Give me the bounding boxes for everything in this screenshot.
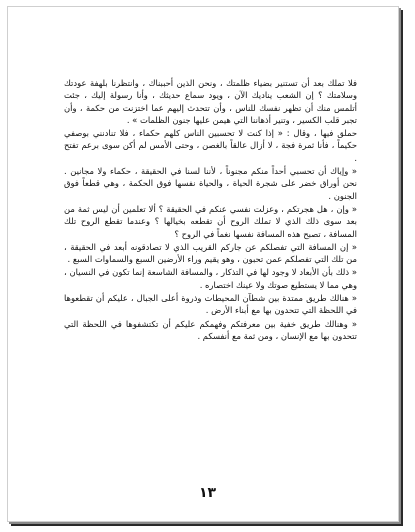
paragraph: « ذلك بأن الأبعاد لا وجود لها في التذكار ، والمسافة الشاسعة إنما تكون في النسيان ، وهي مما لا يستطيع صوتك ولا عينك اختصاره .	[64, 267, 357, 290]
body-text	[64, 77, 357, 343]
paragraph: فلا تملك بعد أن تستنير بضياء ظلمتك ، ونحن الذين أحببناك ، وانتظرنا بلهفة عودتك وسلامتك ؟ إن الشعب يناديك الآن ، ويود سماع حديثك ، وأنا رسولة إليك ، جئت أتلمس منك أن تظهر نفسك للناس ، وأن تتحدث إليهم عما اختزنت من حكمة ، وأن تجبر قلب الكسير ، وتنير أذهاننا التي هيمن عليها جنون الظلمات » .	[64, 78, 357, 125]
paragraph: « إن المسافة التي تفصلكم عن جاركم القريب الذي لا تصادقونه أبعد في الحقيقة ، من تلك التي تفصلكم عمن تحبون ، وهو يقيم وراء الأرضين السبع والسماوات السبع .	[64, 241, 357, 265]
paragraph: حملق فيها ، وقال : « إذا كنت لا تحسبين الناس كلهم حكماء ، فلا تنادنني بوصفي حكيماً ، فأنا ثمرة فجة ، لا أزال عالقاً بالغصن ، وحتى الأمس لم أكن سوى برعم تفتح .	[64, 128, 357, 163]
paragraph: « وإن ، هل هجرتكم ، وعزلت نفسي عنكم في الحقيقة ؟ ألا تعلمين أن ليس ثمة من بعد سوى ذلك الذي لا تملك الروح أن تقطعه بخيالها ؟ وعندما تقطع الروح تلك المسافة ، تصبح هذه المسافة نفسها نغماً في الروح ؟	[64, 203, 357, 239]
page-number: ١٣	[198, 485, 217, 501]
paragraph: « وإياك أن تحسبي أحداً منكم مجنوناً ، لأننا لسنا في الحقيقة ، حكماء ولا مجانين . نحن أوراق خضر على شجرة الحياة ، والحياة نفسها فوق الحكمة ، وهي قطعاً فوق الجنون .	[64, 166, 357, 201]
paragraph: « هنالك طريق ممتدة بين شطآن المحيطات وذروة أعلى الجبال ، عليكم أن تقطعوها في اللحظة التي تتحدون بها مع أبناء الأرض .	[64, 293, 357, 316]
paragraph: « وهنالك طريق خفية بين معرفتكم وفهمكم عليكم أن تكتشفوها في اللحظة التي تتحدون بها مع الإنسان ، ومن ثمة مع أنفسكم .	[64, 318, 357, 341]
